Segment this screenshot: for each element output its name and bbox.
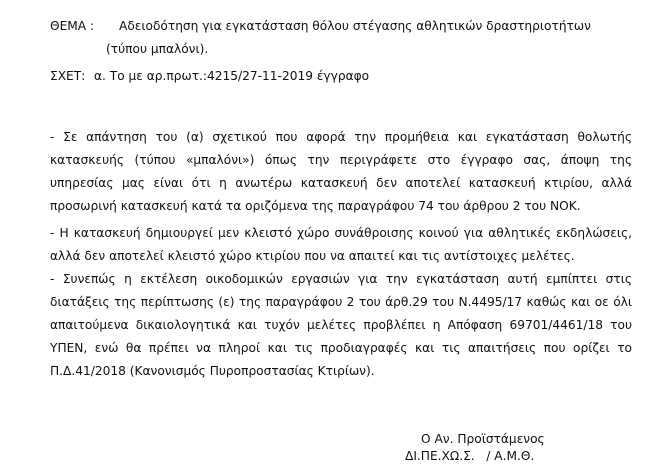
signature-title: Ο Αν. Προϊστάμενος (421, 432, 545, 446)
reference-text: α. Το με αρ.πρωτ.:4215/27-11-2019 έγγραφο (94, 69, 370, 83)
signature-unit: ΔΙ.ΠΕ.ΧΩ.Σ. / Α.Μ.Θ. (405, 449, 535, 463)
body-paragraph-2: - Η κατασκευή δημιουργεί μεν κλειστό χώρο συνάθροισης κοινού για αθλητικές εκδηλώσεις, αλλά δεν αποτελεί κλειστό χώρο κτιρίου που να απαιτεί και τις αντίστοιχες μελέτες. (50, 226, 632, 263)
subject-text: Αδειοδότηση για εγκατάσταση θόλου στέγασης αθλητικών δραστηριοτήτων (119, 19, 591, 33)
reference-label: ΣΧΕΤ: (50, 69, 86, 83)
body-paragraph-3: - Συνεπώς η εκτέλεση οικοδομικών εργασιών για την εγκατάσταση αυτή εμπίπτει στις διατάξεις της περίπτωσης (ε) της παραγράφου 2 του άρθ.29 του Ν.4495/17 καθώς και οε όλι απαιτούμενα δικαιολογητικά και τυχόν μελέτες προβλέπει η Απόφαση 69701/4461/18 του ΥΠΕΝ, ενώ θα πρέπει να πληροί και τις προδιαγραφές και τις απαιτήσεις που ορίζει το Π.Δ.41/2018 (Κανονισμός Πυροπροστασίας Κτιρίων). (50, 272, 632, 378)
subject-label: ΘΕΜΑ : (50, 19, 95, 33)
subject-continuation: (τύπου μπαλόνι). (106, 42, 209, 56)
body-paragraph-1: - Σε απάντηση του (α) σχετικού που αφορά την προμήθεια και εγκατάσταση θολωτής κατασκευής (τύπου «μπαλόνι») όπως την περιγράφετε στο έγγραφο σας, άποψη της υπηρεσίας μας είναι ότι η ανωτέρω κατασκευή δεν αποτελεί κατασκευή κτιρίου, αλλά προσωρινή κατασκευή κατά τα οριζόμενα της παραγράφου 74 του άρθρου 2 του ΝΟΚ. (50, 130, 632, 213)
